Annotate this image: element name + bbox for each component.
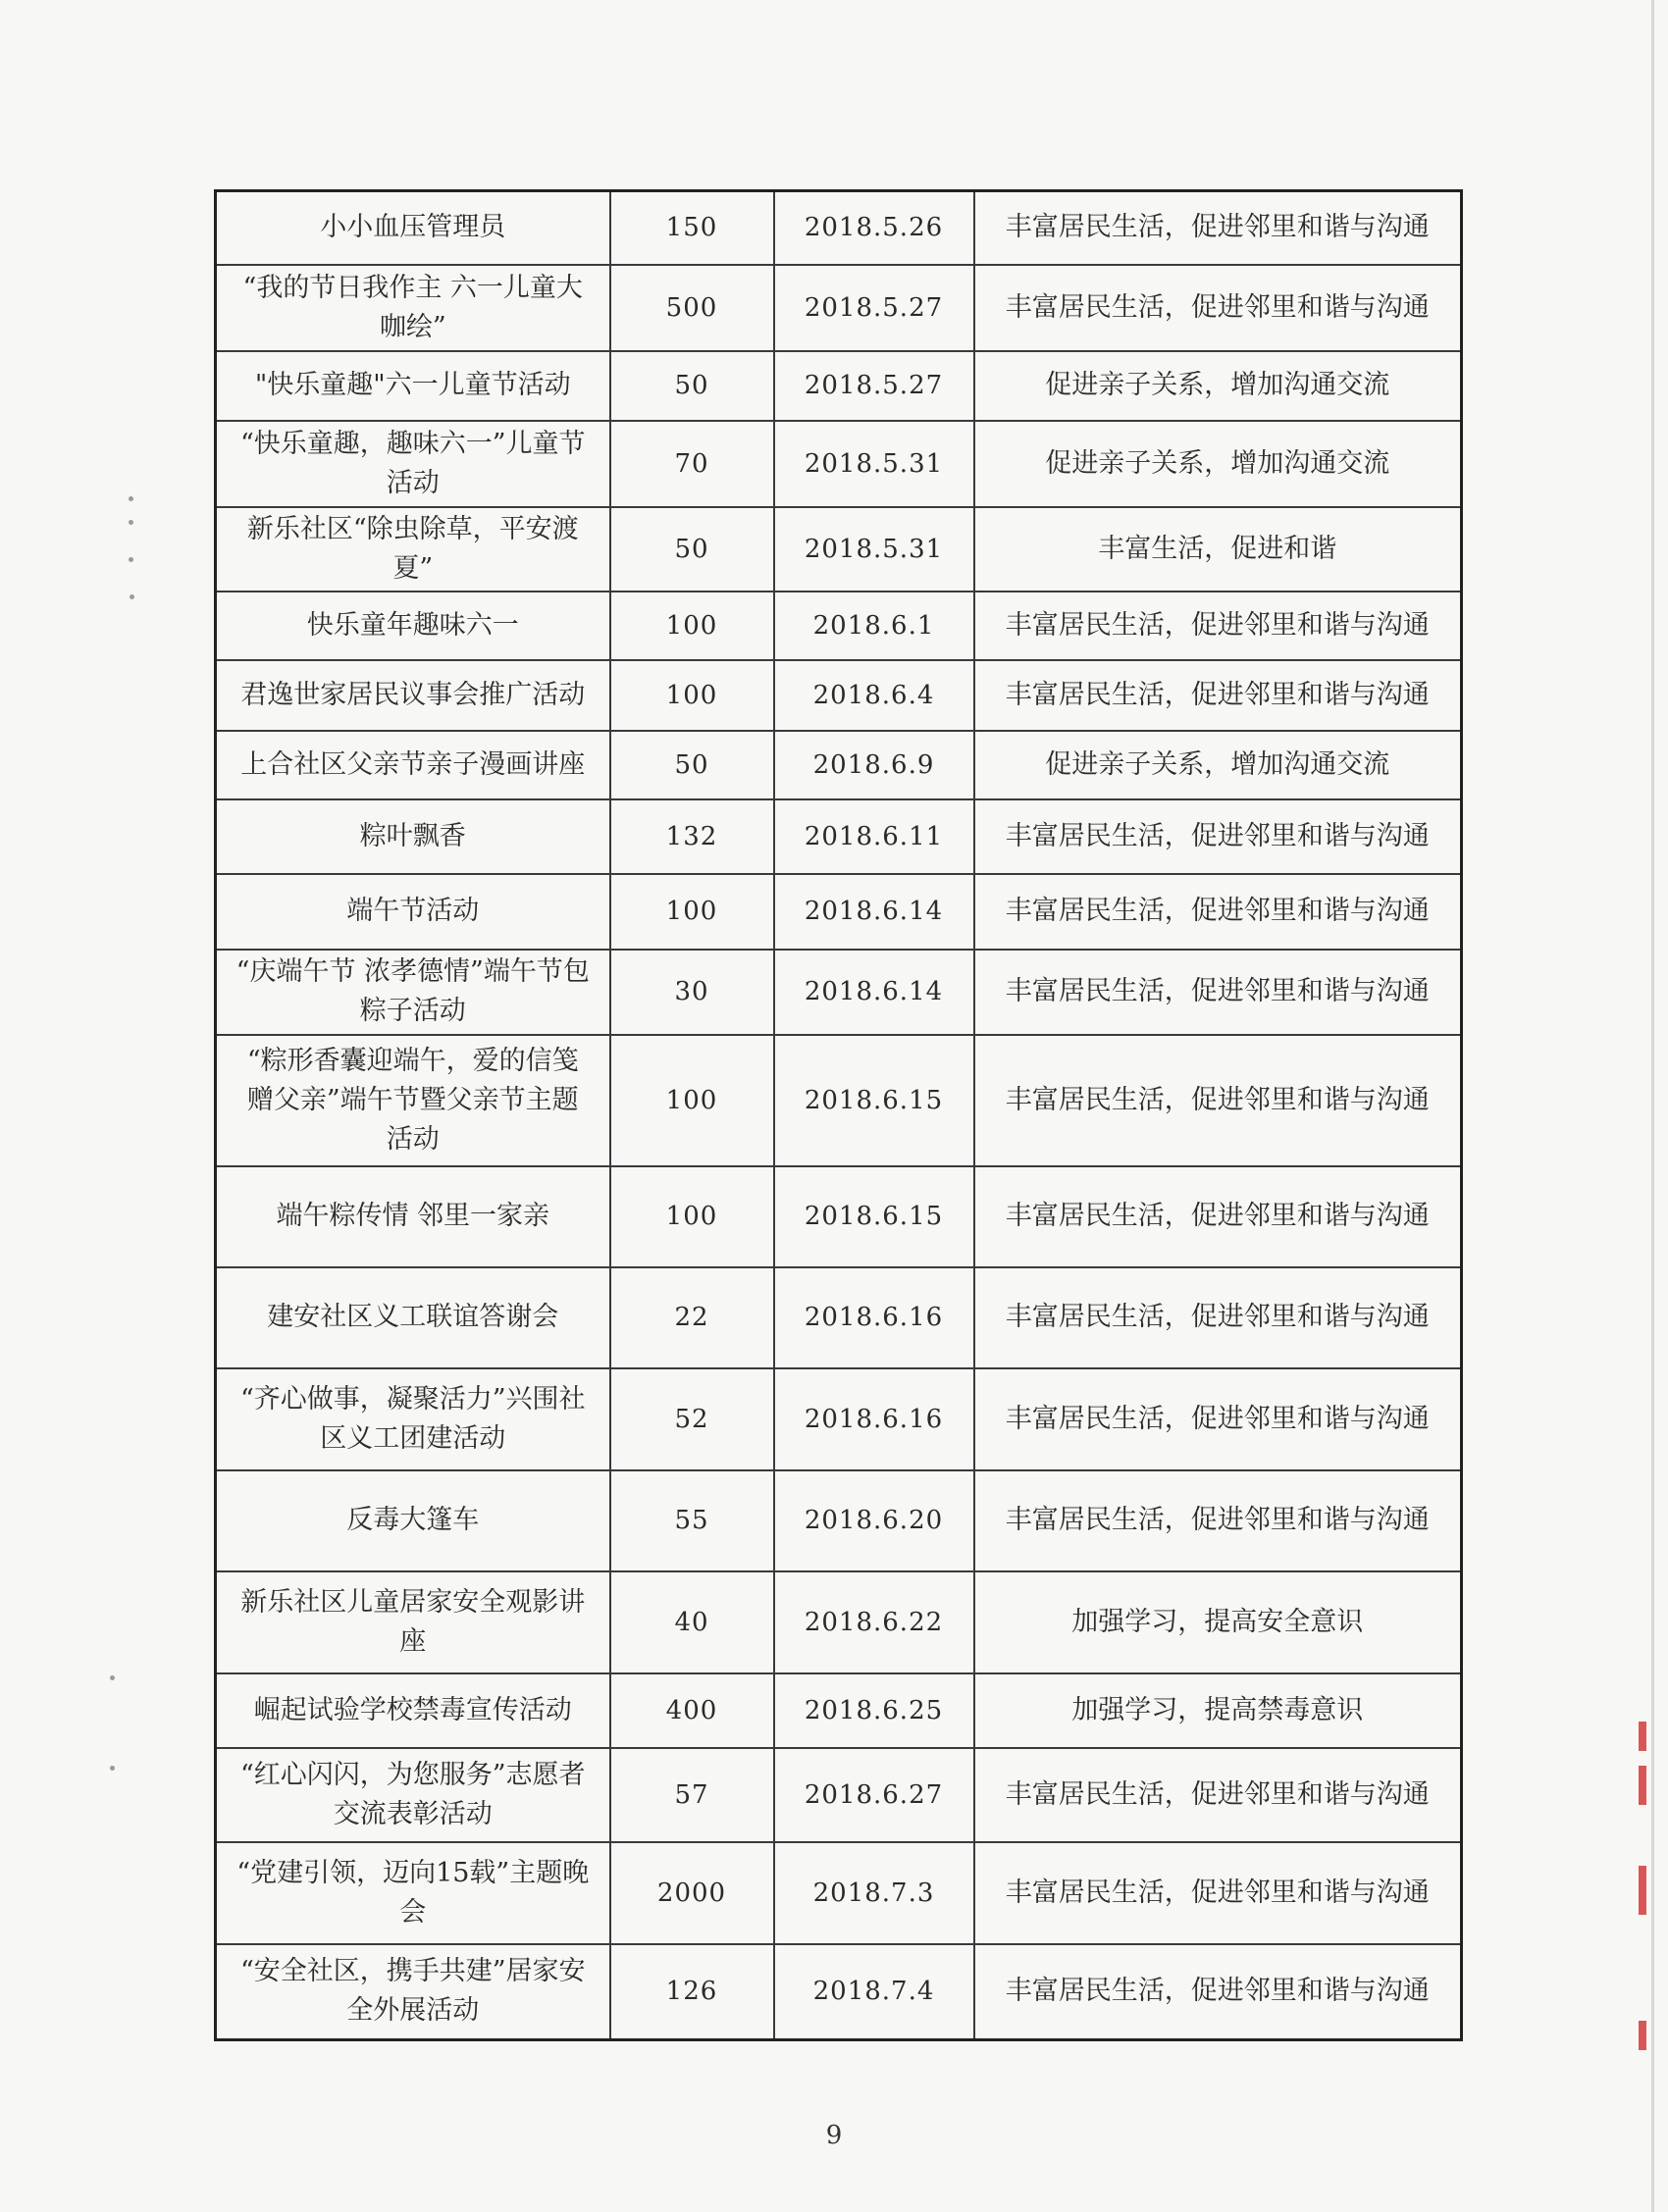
activity-name-cell: “庆端午节 浓孝德情”端午节包粽子活动: [216, 950, 610, 1035]
participant-count-cell: 400: [610, 1673, 774, 1748]
activity-name-cell: 新乐社区“除虫除草，平安渡夏”: [216, 507, 610, 592]
table-row: [216, 1571, 1462, 1673]
activity-date-cell: 2018.5.27: [774, 265, 974, 351]
stamp-mark: [1639, 1866, 1646, 1915]
activity-name-cell: 端午粽传情 邻里一家亲: [216, 1166, 610, 1267]
table-row: [216, 1166, 1462, 1267]
table-row: [216, 507, 1462, 592]
activity-purpose-cell: 促进亲子关系，增加沟通交流: [974, 731, 1462, 799]
table-row: [216, 265, 1462, 351]
activity-name-cell: 端午节活动: [216, 874, 610, 950]
table-row: [216, 1748, 1462, 1842]
table-row: [216, 1368, 1462, 1470]
table-row: [216, 1944, 1462, 2040]
table-row: [216, 731, 1462, 799]
activity-table: [214, 189, 1463, 2041]
activity-purpose-cell: 丰富居民生活，促进邻里和谐与沟通: [974, 1470, 1462, 1571]
activity-purpose-cell: 丰富居民生活，促进邻里和谐与沟通: [974, 265, 1462, 351]
activity-date-cell: 2018.6.15: [774, 1166, 974, 1267]
activity-name-cell: 崛起试验学校禁毒宣传活动: [216, 1673, 610, 1748]
activity-date-cell: 2018.6.16: [774, 1368, 974, 1470]
participant-count-cell: 22: [610, 1267, 774, 1368]
activity-name-cell: 君逸世家居民议事会推广活动: [216, 660, 610, 731]
activity-name-cell: 小小血压管理员: [216, 191, 610, 265]
activity-date-cell: 2018.5.26: [774, 191, 974, 265]
participant-count-cell: 2000: [610, 1842, 774, 1944]
activity-date-cell: 2018.6.4: [774, 660, 974, 731]
participant-count-cell: 70: [610, 421, 774, 507]
activity-purpose-cell: 丰富居民生活，促进邻里和谐与沟通: [974, 1267, 1462, 1368]
participant-count-cell: 100: [610, 592, 774, 660]
scan-dot: [130, 594, 134, 599]
table-row: [216, 351, 1462, 421]
participant-count-cell: 100: [610, 1166, 774, 1267]
activity-date-cell: 2018.7.3: [774, 1842, 974, 1944]
activity-purpose-cell: 丰富居民生活，促进邻里和谐与沟通: [974, 1035, 1462, 1166]
table-body: [216, 191, 1462, 2040]
participant-count-cell: 55: [610, 1470, 774, 1571]
stamp-mark: [1639, 1722, 1646, 1751]
participant-count-cell: 57: [610, 1748, 774, 1842]
activity-purpose-cell: 丰富生活，促进和谐: [974, 507, 1462, 592]
activity-date-cell: 2018.6.14: [774, 950, 974, 1035]
activity-name-cell: 建安社区义工联谊答谢会: [216, 1267, 610, 1368]
participant-count-cell: 50: [610, 351, 774, 421]
table-row: [216, 660, 1462, 731]
activity-name-cell: “安全社区，携手共建”居家安全外展活动: [216, 1944, 610, 2040]
activity-name-cell: “齐心做事，凝聚活力”兴围社区义工团建活动: [216, 1368, 610, 1470]
participant-count-cell: 30: [610, 950, 774, 1035]
table-row: [216, 1842, 1462, 1944]
activity-name-cell: "快乐童趣"六一儿童节活动: [216, 351, 610, 421]
activity-purpose-cell: 丰富居民生活，促进邻里和谐与沟通: [974, 1748, 1462, 1842]
activity-purpose-cell: 丰富居民生活，促进邻里和谐与沟通: [974, 1842, 1462, 1944]
table-row: [216, 592, 1462, 660]
activity-date-cell: 2018.7.4: [774, 1944, 974, 2040]
activity-date-cell: 2018.6.15: [774, 1035, 974, 1166]
activity-name-cell: “我的节日我作主 六一儿童大咖绘”: [216, 265, 610, 351]
activity-date-cell: 2018.6.16: [774, 1267, 974, 1368]
activity-date-cell: 2018.5.31: [774, 421, 974, 507]
participant-count-cell: 50: [610, 731, 774, 799]
activity-name-cell: “党建引领，迈向15载”主题晚会: [216, 1842, 610, 1944]
page-number: 9: [825, 2121, 843, 2150]
activity-purpose-cell: 丰富居民生活，促进邻里和谐与沟通: [974, 1368, 1462, 1470]
table-row: [216, 1267, 1462, 1368]
activity-name-cell: 反毒大篷车: [216, 1470, 610, 1571]
activity-purpose-cell: 丰富居民生活，促进邻里和谐与沟通: [974, 799, 1462, 874]
activity-purpose-cell: 丰富居民生活，促进邻里和谐与沟通: [974, 592, 1462, 660]
activity-purpose-cell: 丰富居民生活，促进邻里和谐与沟通: [974, 191, 1462, 265]
activity-purpose-cell: 加强学习，提高禁毒意识: [974, 1673, 1462, 1748]
participant-count-cell: 126: [610, 1944, 774, 2040]
activity-name-cell: “红心闪闪，为您服务”志愿者交流表彰活动: [216, 1748, 610, 1842]
table-row: [216, 1035, 1462, 1166]
scan-dot: [110, 1675, 115, 1680]
page-edge: [1651, 0, 1654, 2212]
participant-count-cell: 500: [610, 265, 774, 351]
participant-count-cell: 100: [610, 1035, 774, 1166]
activity-date-cell: 2018.5.31: [774, 507, 974, 592]
table-row: [216, 421, 1462, 507]
table-row: [216, 874, 1462, 950]
activity-date-cell: 2018.6.27: [774, 1748, 974, 1842]
activity-purpose-cell: 丰富居民生活，促进邻里和谐与沟通: [974, 950, 1462, 1035]
table-row: [216, 799, 1462, 874]
table-row: [216, 950, 1462, 1035]
activity-purpose-cell: 促进亲子关系，增加沟通交流: [974, 351, 1462, 421]
activity-purpose-cell: 丰富居民生活，促进邻里和谐与沟通: [974, 1944, 1462, 2040]
activity-date-cell: 2018.6.11: [774, 799, 974, 874]
activity-name-cell: “粽形香囊迎端午，爱的信笺赠父亲”端午节暨父亲节主题活动: [216, 1035, 610, 1166]
stamp-mark: [1639, 2021, 1646, 2050]
table-row: [216, 191, 1462, 265]
table-row: [216, 1673, 1462, 1748]
activity-name-cell: 新乐社区儿童居家安全观影讲座: [216, 1571, 610, 1673]
participant-count-cell: 150: [610, 191, 774, 265]
scan-dot: [129, 557, 133, 562]
activity-date-cell: 2018.6.14: [774, 874, 974, 950]
scan-dot: [129, 520, 133, 525]
activity-date-cell: 2018.6.1: [774, 592, 974, 660]
activity-purpose-cell: 促进亲子关系，增加沟通交流: [974, 421, 1462, 507]
stamp-mark: [1639, 1766, 1646, 1805]
table-row: [216, 1470, 1462, 1571]
activity-purpose-cell: 丰富居民生活，促进邻里和谐与沟通: [974, 660, 1462, 731]
scan-dot: [129, 496, 133, 501]
activity-name-cell: 快乐童年趣味六一: [216, 592, 610, 660]
activity-name-cell: “快乐童趣，趣味六一”儿童节活动: [216, 421, 610, 507]
activity-purpose-cell: 丰富居民生活，促进邻里和谐与沟通: [974, 874, 1462, 950]
scan-dot: [110, 1766, 115, 1771]
participant-count-cell: 100: [610, 660, 774, 731]
activity-name-cell: 粽叶飘香: [216, 799, 610, 874]
activity-purpose-cell: 加强学习，提高安全意识: [974, 1571, 1462, 1673]
activity-date-cell: 2018.5.27: [774, 351, 974, 421]
participant-count-cell: 132: [610, 799, 774, 874]
activity-purpose-cell: 丰富居民生活，促进邻里和谐与沟通: [974, 1166, 1462, 1267]
participant-count-cell: 100: [610, 874, 774, 950]
activity-date-cell: 2018.6.9: [774, 731, 974, 799]
participant-count-cell: 50: [610, 507, 774, 592]
activity-date-cell: 2018.6.22: [774, 1571, 974, 1673]
activity-date-cell: 2018.6.25: [774, 1673, 974, 1748]
activity-date-cell: 2018.6.20: [774, 1470, 974, 1571]
participant-count-cell: 40: [610, 1571, 774, 1673]
activity-name-cell: 上合社区父亲节亲子漫画讲座: [216, 731, 610, 799]
participant-count-cell: 52: [610, 1368, 774, 1470]
